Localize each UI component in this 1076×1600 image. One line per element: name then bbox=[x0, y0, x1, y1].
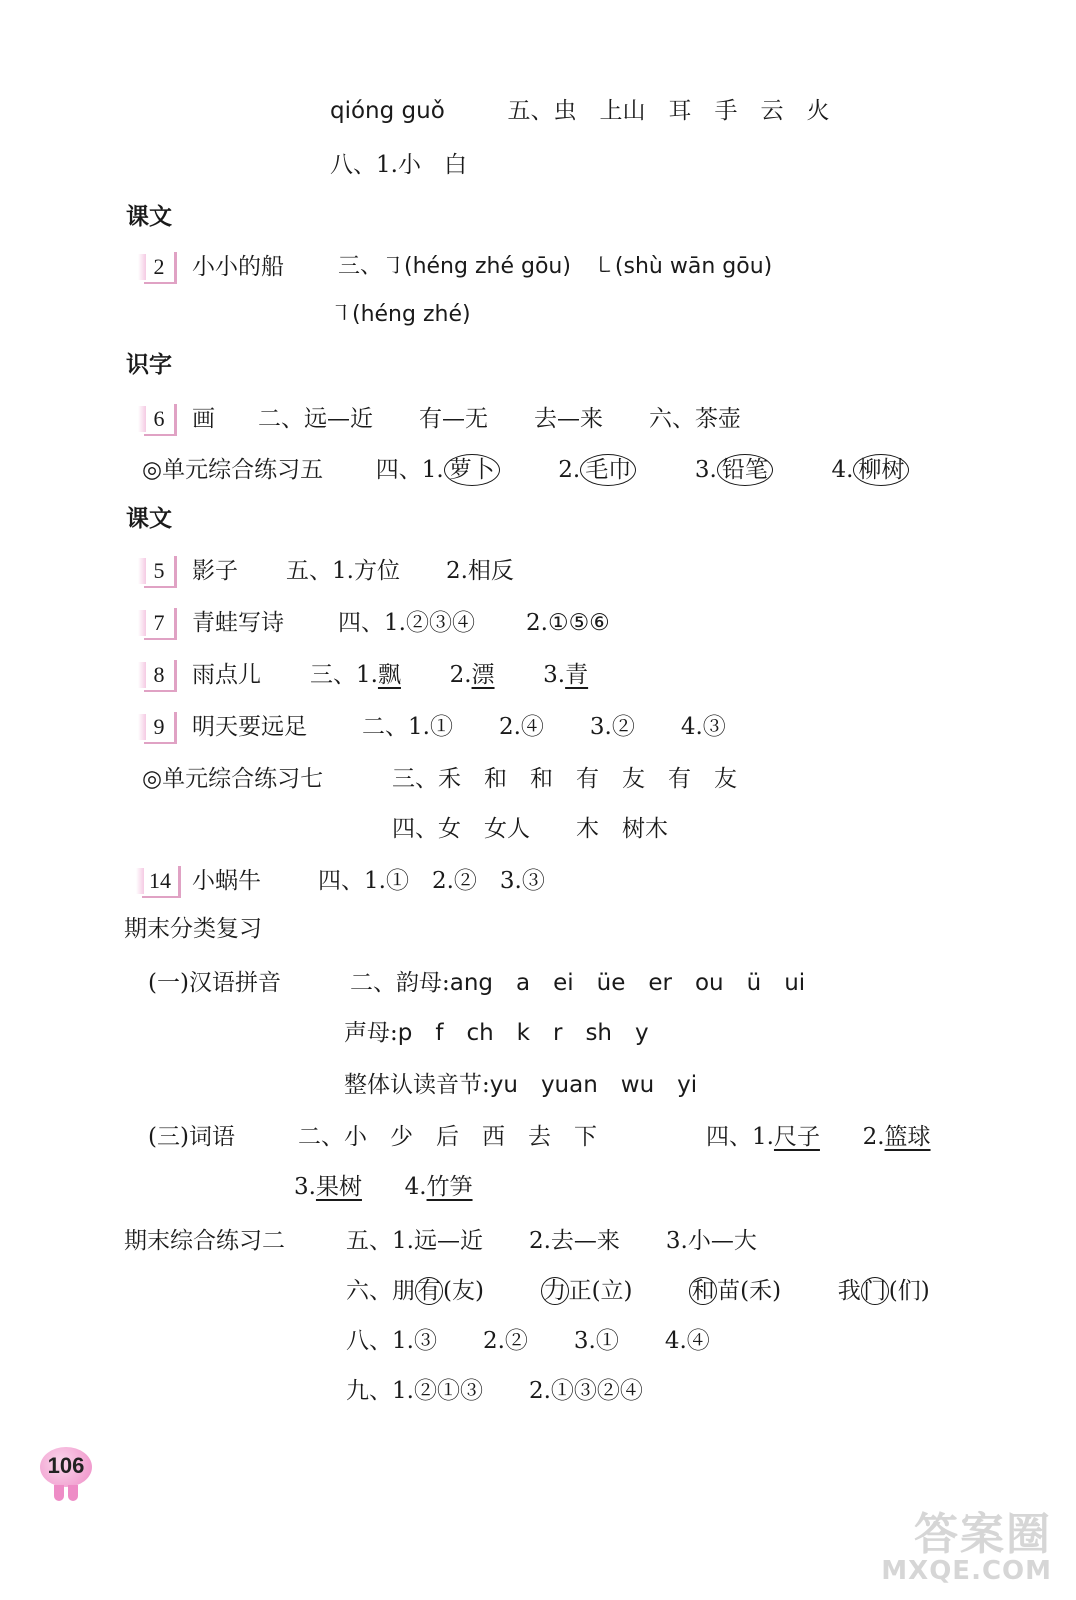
answer-prefix: 2. bbox=[558, 457, 581, 483]
yunmu-row bbox=[350, 968, 805, 998]
lesson-title: 雨点儿 bbox=[192, 662, 261, 688]
final-answer-six bbox=[346, 1276, 930, 1306]
answer-prefix: 六、 bbox=[346, 1278, 392, 1304]
char: 我 bbox=[837, 1278, 861, 1304]
lesson-answer: 三、㇆(héng zhé gōu) ㇄(shù wān gōu) bbox=[338, 254, 773, 279]
pinyin-text: qióng guǒ bbox=[330, 98, 445, 124]
lesson-number: 6 bbox=[144, 404, 177, 436]
heading-final-review: 期末分类复习 bbox=[124, 916, 262, 942]
answer-prefix: 3. bbox=[543, 662, 566, 688]
lesson-answer: 四、1.②③④ bbox=[338, 610, 475, 636]
page-number-badge bbox=[40, 1447, 92, 1487]
answer-prefix: 四、1. bbox=[375, 457, 444, 483]
line-eight: 八、1.小 白 bbox=[330, 152, 467, 178]
watermark-url: MXQE.COM bbox=[881, 1556, 1052, 1586]
lesson-answer: 四、1.① 2.② 3.③ bbox=[318, 868, 545, 894]
lesson-answer: 二、远—近 有—无 去—来 六、茶壶 bbox=[258, 406, 741, 432]
answer-prefix: 2. bbox=[862, 1124, 885, 1150]
ciyu-answer: 二、小 少 后 西 去 下 bbox=[298, 1124, 597, 1150]
lesson-answer-cont: ㇕(héng zhé) bbox=[330, 302, 471, 327]
page-number: 106 bbox=[47, 1453, 85, 1478]
lesson-title: 青蛙写诗 bbox=[192, 610, 284, 636]
lesson-answer: 五、1.方位 2.相反 bbox=[286, 558, 514, 584]
lesson-number: 8 bbox=[144, 660, 177, 692]
char: 朋 bbox=[392, 1278, 415, 1304]
row-label: 二、韵母: bbox=[350, 970, 450, 996]
heading-kewen: 课文 bbox=[126, 203, 172, 230]
final-answer: 八、1.③ 2.② 3.① 4.④ bbox=[346, 1328, 710, 1354]
lesson-number: 14 bbox=[142, 866, 181, 898]
circled-word: 柳树 bbox=[853, 454, 909, 486]
underlined-word: 尺子 bbox=[773, 1124, 820, 1150]
badge-leg bbox=[54, 1485, 64, 1501]
circled-char: 力 bbox=[541, 1277, 569, 1305]
lesson-number: 5 bbox=[144, 556, 177, 588]
section-label: (三)词语 bbox=[148, 1124, 235, 1150]
section-label: 期末综合练习二 bbox=[124, 1228, 285, 1254]
underlined-word: 果树 bbox=[315, 1174, 362, 1200]
shengmu-row bbox=[344, 1018, 649, 1048]
underlined-word: 竹笋 bbox=[426, 1174, 473, 1200]
row-label: 整体认读音节: bbox=[344, 1072, 490, 1098]
unit-answer-cont: 四、女 女人 木 树木 bbox=[392, 816, 668, 842]
lesson-answer: 二、1.① 2.④ 3.② 4.③ bbox=[362, 714, 726, 740]
underlined-word: 篮球 bbox=[884, 1124, 931, 1150]
watermark-logo: 答案圈 bbox=[914, 1509, 1052, 1560]
char: (们) bbox=[888, 1278, 930, 1304]
pinyin-list: p f ch k r sh y bbox=[397, 1020, 649, 1046]
unit-answer: 三、禾 和 和 有 友 有 友 bbox=[392, 766, 737, 792]
answer-prefix: 3. bbox=[294, 1174, 316, 1200]
lesson-number: 2 bbox=[144, 252, 177, 284]
answer-prefix: 4. bbox=[831, 457, 854, 483]
underlined-char: 飘 bbox=[377, 662, 401, 688]
circled-char: 和 bbox=[689, 1277, 717, 1305]
char: 苗(禾) bbox=[717, 1278, 782, 1304]
lesson-answer bbox=[310, 660, 588, 690]
pinyin-list: yu yuan wu yi bbox=[489, 1072, 698, 1098]
lesson-title: 小小的船 bbox=[192, 254, 284, 280]
answer-prefix: 2. bbox=[449, 662, 472, 688]
char: 正(立) bbox=[568, 1278, 633, 1304]
answer-prefix: 四、1. bbox=[706, 1124, 774, 1150]
circled-word: 毛巾 bbox=[580, 454, 636, 486]
section-label: (一)汉语拼音 bbox=[148, 970, 281, 996]
circled-char: 有 bbox=[415, 1277, 443, 1305]
final-answer: 五、1.远—近 2.去—来 3.小—大 bbox=[346, 1228, 757, 1254]
heading-shizi: 识字 bbox=[126, 351, 172, 378]
lesson-title: 小蜗牛 bbox=[192, 868, 261, 894]
lesson-title: 画 bbox=[192, 406, 215, 432]
circled-word: 铅笔 bbox=[717, 454, 773, 486]
underlined-char: 漂 bbox=[471, 662, 495, 688]
circled-char: 门 bbox=[861, 1277, 889, 1305]
row-label: 声母: bbox=[344, 1020, 398, 1046]
ciyu-answer-underlined bbox=[706, 1122, 931, 1152]
unit-label: ◎单元综合练习七 bbox=[142, 766, 324, 792]
ciyu-answer-underlined-cont bbox=[294, 1172, 473, 1202]
answer-prefix: 3. bbox=[694, 457, 717, 483]
line-pinyin-answers bbox=[330, 96, 829, 126]
underlined-char: 青 bbox=[565, 662, 589, 688]
answer-text: 五、虫 上山 耳 手 云 火 bbox=[507, 98, 830, 124]
circled-word: 萝卜 bbox=[444, 454, 500, 486]
zhengti-row bbox=[344, 1070, 697, 1100]
unit-label: ◎单元综合练习五 bbox=[142, 457, 324, 483]
pinyin-list: ang a ei üe er ou ü ui bbox=[449, 970, 806, 996]
answer-prefix: 4. bbox=[404, 1174, 427, 1200]
lesson-number: 9 bbox=[144, 712, 177, 744]
lesson-answer: 2.①⑤⑥ bbox=[526, 610, 610, 636]
answer-prefix: 三、1. bbox=[310, 662, 378, 688]
final-answer: 九、1.②①③ 2.①③②④ bbox=[346, 1378, 643, 1404]
lesson-title: 影子 bbox=[192, 558, 238, 584]
badge-leg bbox=[68, 1485, 78, 1501]
lesson-number: 7 bbox=[144, 608, 177, 640]
heading-kewen: 课文 bbox=[126, 505, 172, 532]
watermark bbox=[881, 1498, 1052, 1586]
char: (友) bbox=[443, 1278, 484, 1304]
lesson-title: 明天要远足 bbox=[192, 714, 307, 740]
unit-review-five bbox=[142, 454, 909, 486]
